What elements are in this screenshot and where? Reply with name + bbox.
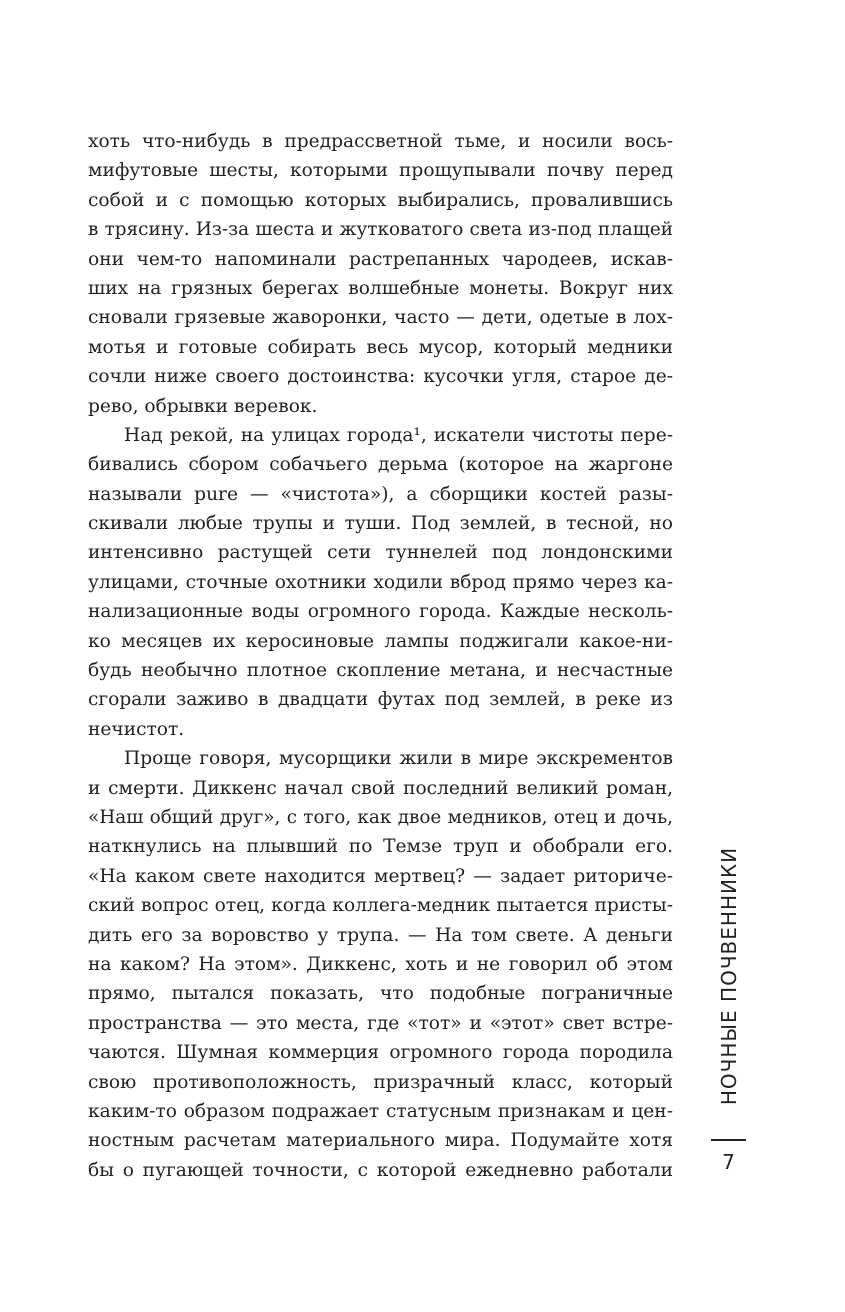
text-line: и смерти. Диккенс начал свой последний великий роман,: [88, 777, 673, 799]
text-line: ский вопрос отец, когда коллега-медник пытается присты-: [88, 895, 673, 917]
text-line: на каком? На этом». Диккенс, хоть и не говорил об этом: [88, 953, 673, 975]
text-line: «На каком свете находится мертвец? — задает риториче-: [88, 865, 673, 887]
text-line: нализационные воды огромного города. Каждые несколь-: [88, 601, 673, 623]
body-text: [88, 127, 673, 1185]
text-line: бы о пугающей точности, с которой ежедневно работали: [88, 1159, 673, 1181]
text-line: нечистот.: [88, 718, 185, 740]
text-line: мотья и готовые собирать весь мусор, который медники: [88, 336, 673, 358]
paragraph: [88, 744, 673, 1185]
text-line: называли pure — «чистота»), а сборщики костей разы-: [88, 483, 673, 505]
text-line: рево, обрывки веревок.: [88, 395, 318, 417]
text-line: «Наш общий друг», с того, как двое медников, отец и дочь,: [88, 806, 673, 828]
text-line: чаются. Шумная коммерция огромного города породила: [88, 1042, 673, 1064]
text-line: каким-то образом подражает статусным признакам и цен-: [88, 1100, 673, 1122]
text-line: будь необычно плотное скопление метана, и несчастные: [88, 660, 673, 682]
text-line: хоть что-нибудь в предрассветной тьме, и носили вось-: [88, 131, 673, 152]
page-number: 7: [722, 1150, 735, 1174]
text-line: сновали грязевые жаворонки, часто — дети, одетые в лох-: [88, 307, 673, 329]
text-line: ко месяцев их керосиновые лампы поджигали какое-ни-: [88, 630, 673, 652]
text-line: сгорали заживо в двадцати футах под землей, в реке из: [88, 689, 673, 711]
text-line: в трясину. Из-за шеста и жутковатого света из-под плащей: [88, 219, 673, 241]
text-line: дить его за воровство у трупа. — На том свете. А деньги: [88, 924, 673, 946]
text-line: интенсивно растущей сети туннелей под лондонскими: [88, 542, 673, 564]
text-line: Над рекой, на улицах города¹, искатели чистоты пере-: [124, 424, 673, 446]
paragraph: [88, 127, 673, 421]
text-line: мифутовые шесты, которыми прощупывали почву перед: [88, 160, 673, 182]
text-line: улицами, сточные охотники ходили вброд прямо через ка-: [88, 571, 673, 593]
running-head: [714, 828, 744, 1124]
page-number-rule: [711, 1139, 746, 1141]
running-head-text: НОЧНЫЕ ПОЧВЕННИКИ: [717, 846, 742, 1106]
text-line: собой и с помощью которых выбирались, провалившись: [88, 189, 673, 211]
paragraph: [88, 421, 673, 744]
text-line: сочли ниже своего достоинства: кусочки угля, старое де-: [88, 366, 673, 388]
text-line: ностным расчетам материального мира. Подумайте хотя: [88, 1130, 673, 1152]
text-line: свою противоположность, призрачный класс, который: [88, 1071, 673, 1093]
text-line: они чем-то напоминали растрепанных чародеев, искав-: [88, 248, 673, 270]
text-line: ших на грязных берегах волшебные монеты. Вокруг них: [88, 277, 673, 299]
text-line: Проще говоря, мусорщики жили в мире экскрементов: [124, 748, 673, 770]
text-line: прямо, пытался показать, что подобные пограничные: [88, 983, 673, 1005]
text-line: бивались сбором собачьего дерьма (которое на жаргоне: [88, 454, 673, 476]
text-line: пространства — это места, где «тот» и «этот» свет встре-: [88, 1012, 673, 1034]
text-line: наткнулись на плывший по Темзе труп и обобрали его.: [88, 836, 673, 858]
text-line: скивали любые трупы и туши. Под землей, в тесной, но: [88, 513, 673, 535]
